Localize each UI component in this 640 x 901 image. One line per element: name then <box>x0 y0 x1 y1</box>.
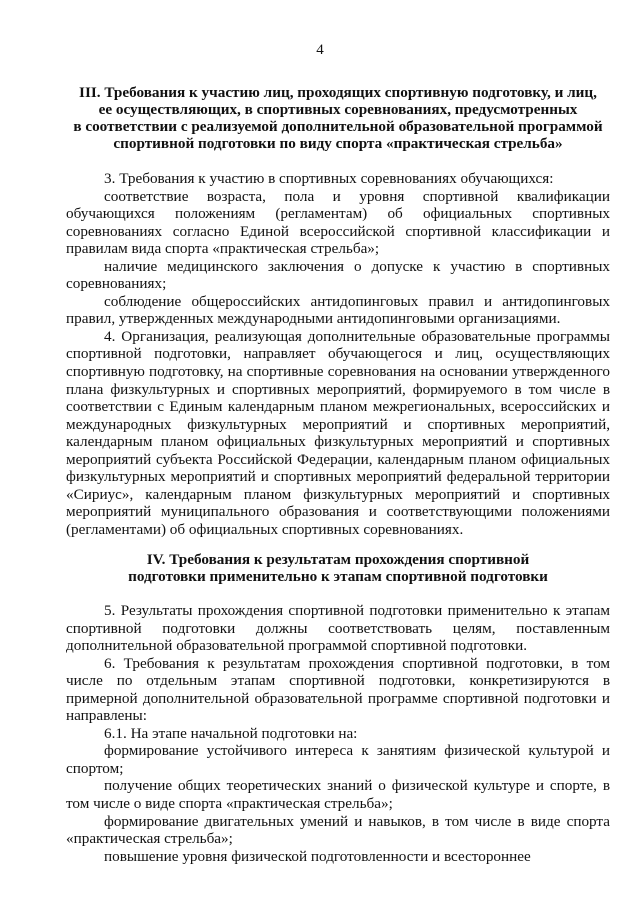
paragraph-age-qualification: соответствие возраста, пола и уровня спортивной квалификации обучающихся положениям (регламентам) об официальных спортивных соревнованиях согласно Единой всероссийской спортивной классификации и правилам вида спорта «практическая стрельба»; <box>66 187 610 258</box>
heading-line: в соответствии с реализуемой дополнительной образовательной программой <box>73 118 603 135</box>
paragraph-3: 3. Требования к участию в спортивных соревнованиях обучающихся: <box>104 170 554 187</box>
paragraph-6-1: 6.1. На этапе начальной подготовки на: <box>104 724 358 742</box>
paragraph-skills: формирование двигательных умений и навыков, в том числе в виде спорта «практическая стрельба»; <box>66 812 610 848</box>
heading-line: IV. Требования к результатам прохождения спортивной <box>146 551 530 568</box>
heading-line: спортивной подготовки по виду спорта «практическая стрельба» <box>113 135 563 152</box>
paragraph-6: 6. Требования к результатам прохождения спортивной подготовки, в том числе по отдельным этапам спортивной подготовки, конкретизируются в примерной дополнительной образовательной программе спортивной подготовки и направлены: <box>66 654 610 725</box>
paragraph-knowledge: получение общих теоретических знаний о физической культуре и спорте, в том числе о виде спорта «практическая стрельба»; <box>66 777 610 813</box>
paragraph-interest: формирование устойчивого интереса к занятиям физической культурой и спортом; <box>66 742 610 777</box>
paragraph-medical: наличие медицинского заключения о допуске к участию в спортивных соревнованиях; <box>66 257 610 293</box>
section-4-heading <box>66 551 610 585</box>
section-3-heading <box>66 84 610 152</box>
heading-line: ее осуществляющих, в спортивных соревнованиях, предусмотренных <box>98 101 578 118</box>
paragraph-4: 4. Организация, реализующая дополнительные образовательные программы спортивной подготовки, направляет обучающегося и лиц, осуществляющих спортивную подготовку, на спортивные соревнования на основании утвержденного плана физкультурных и спортивных мероприятий, формируемого в том числе в соответствии с Единым календарным планом межрегиональных, всероссийских и международных физкультурных мероприятий и спортивных мероприятий, календарным планом официальных физкультурных мероприятий и спортивных мероприятий субъекта Российской Федерации, календарным планом официальных физкультурных мероприятий и спортивных мероприятий федеральной территории «Сириус», календарным планом физкультурных мероприятий и спортивных мероприятий муниципального образования и соответствующими положениями (регламентами) об официальных спортивных соревнованиях. <box>66 327 610 538</box>
section-4-body <box>66 602 610 865</box>
paragraph-antidoping: соблюдение общероссийских антидопинговых правил и антидопинговых правил, утвержденных международными антидопинговыми организациями. <box>66 292 610 328</box>
heading-line: подготовки применительно к этапам спортивной подготовки <box>128 568 548 585</box>
paragraph-fitness: повышение уровня физической подготовленности и всестороннее <box>104 847 531 865</box>
heading-line: III. Требования к участию лиц, проходящих спортивную подготовку, и лиц, <box>79 84 597 101</box>
section-3-body <box>66 170 610 538</box>
page-number: 4 <box>316 42 324 58</box>
paragraph-5: 5. Результаты прохождения спортивной подготовки применительно к этапам спортивной подготовки должны соответствовать целям, поставленным дополнительной образовательной программой спортивной подготовки. <box>66 602 610 655</box>
